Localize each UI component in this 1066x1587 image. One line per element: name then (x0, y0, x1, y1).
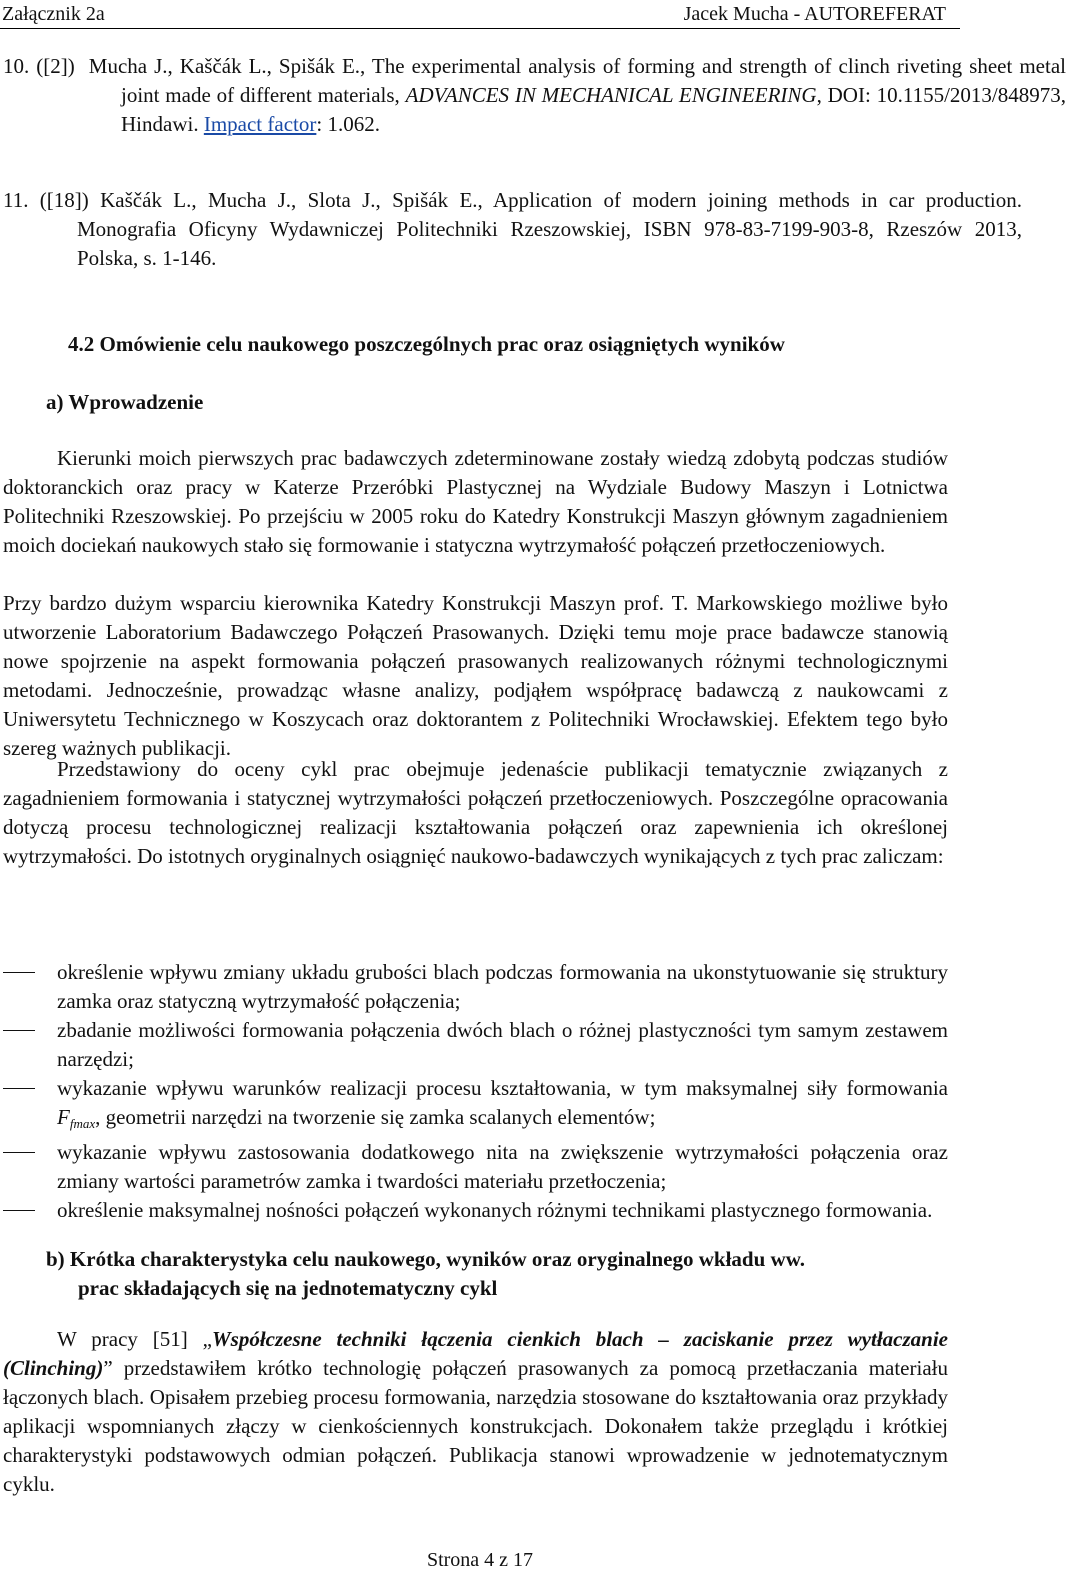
reference-number: 11. ([18]) (3, 188, 89, 212)
publication-title: Współczesne techniki łączenia cienkich blach – zaciskanie przez wytłaczanie (Clinching) (3, 1327, 948, 1380)
journal-name: ADVANCES IN MECHANICAL ENGINEERING (405, 83, 817, 107)
list-item: określenie wpływu zmiany układu grubości blach podczas formowania na ukonstytuowanie się struktury zamka oraz statyczną wytrzymałość połączenia; (57, 960, 948, 1013)
section-title: 4.2 Omówienie celu naukowego poszczególnych prac oraz osiągniętych wyników (68, 332, 785, 356)
header-left: Załącznik 2a (2, 3, 105, 25)
list-item: określenie maksymalnej nośności połączeń wykonanych różnymi technikami plastycznego formowania. (57, 1198, 933, 1222)
page-header (0, 0, 960, 26)
subsection-b-title: b) Krótka charakterystyka celu naukowego, wyników oraz oryginalnego wkładu ww. prac składających się na jednotematyczny cykl (46, 1247, 805, 1300)
list-item: zbadanie możliwości formowania połączenia dwóch blach o różnej plastyczności tym samym zestawem narzędzi; (57, 1018, 948, 1071)
subsection-a-title: a) Wprowadzenie (46, 390, 204, 414)
paragraph-intro: Kierunki moich pierwszych prac badawczych zdeterminowane zostały wiedzą zdobytą podczas studiów doktoranckich oraz pracy w Katerze Przeróbki Plastycznej na Wydziale Budowy Maszyn i Lotnictwa Politechniki Rzeszowskiej. Po przejściu w 2005 roku do Katedry Konstrukcji Maszyn głównym zagadnieniem moich dociekań naukowych stało się formowanie i statyczna wytrzymałość połączeń przetłoczeniowych. (3, 446, 948, 557)
header-rule (0, 28, 960, 29)
reference-doi: , DOI: 10.1155/2013/848973, Hindawi. (121, 83, 1066, 136)
list-item: wykazanie wpływu warunków realizacji procesu kształtowania, w tym maksymalnej siły formowania $F_{fmax}$, geometrii narzędzi na tworzenie się zamka scalanych elementów; (57, 1076, 948, 1131)
achievements-list (3, 958, 948, 1225)
impact-factor-link[interactable]: Impact factor (203, 112, 317, 136)
reference-text: Mucha J., Kaščák L., Spišák E., The experimental analysis of forming and strength of clinch riveting sheet metal joint made of different materials, (88, 54, 1066, 107)
reference-10 (3, 52, 1066, 139)
paragraph-laboratory: Przy bardzo dużym wsparciu kierownika Katedry Konstrukcji Maszyn prof. T. Markowskiego możliwe było utworzenie Laboratorium Badawczego Połączeń Prasowanych. Dzięki temu moje prace badawcze stanowią nowe spojrzenie na aspekt formowania połączeń prasowanych realizowanych różnymi technologicznymi metodami. Jednocześnie, prowadząc własne analizy, podjąłem współpracę badawczą z naukowcami z Uniwersytetu Technicznego w Koszycach oraz doktorantem z Politechniki Wrocławskiej. Efektem tego było szereg ważnych publikacji. (3, 591, 948, 760)
impact-factor-value: : 1.062. (316, 112, 380, 136)
force-subscript: fmax (69, 1116, 96, 1131)
reference-text: Kaščák L., Mucha J., Slota J., Spišák E., Application of modern joining methods in car production. Monografia Oficyny Wydawniczej Politechniki Rzeszowskiej, ISBN 978-83-7199-903-8, Rzeszów 2013, Polska, s. 1-146. (77, 188, 1022, 270)
page-footer: Strona 4 z 17 (426, 1549, 534, 1571)
force-symbol: F (57, 1105, 70, 1129)
list-item: wykazanie wpływu zastosowania dodatkowego nita na zwiększenie wytrzymałości połączenia oraz zmiany wartości parametrów zamka i twardości materiału przetłoczenia; (57, 1140, 948, 1193)
header-right: Jacek Mucha - AUTOREFERAT (683, 3, 946, 25)
paragraph-publication-51: W pracy [51] „Współczesne techniki łączenia cienkich blach – zaciskanie przez wytłaczanie (Clinching)” przedstawiłem krótko technologię połączeń prasowanych za pomocą przetłaczania materiału łączonych blach. Opisałem przebieg procesu formowania, narzędzia stosowane do kształtowania oraz przykłady aplikacji wspomnianych złączy w cienkościennych konstrukcjach. Dokonałem także przeglądu i krótkiej charakterystyki podstawowych odmian połączeń. Publikacja stanowi wprowadzenie w jednotematycznym cyklu. (3, 1327, 948, 1496)
paragraph-cycle: Przedstawiony do oceny cykl prac obejmuje jedenaście publikacji tematycznie związanych z zagadnieniem formowania i statycznej wytrzymałości połączeń przetłoczeniowych. Poszczególne opracowania dotyczą procesu technologicznej realizacji kształtowania połączeń oraz zapewnienia ich określonej wytrzymałości. Do istotnych oryginalnych osiągnięć naukowo-badawczych wynikających z tych prac zaliczam: (3, 757, 948, 868)
reference-11 (3, 186, 1022, 273)
reference-number: 10. ([2]) (3, 54, 75, 78)
